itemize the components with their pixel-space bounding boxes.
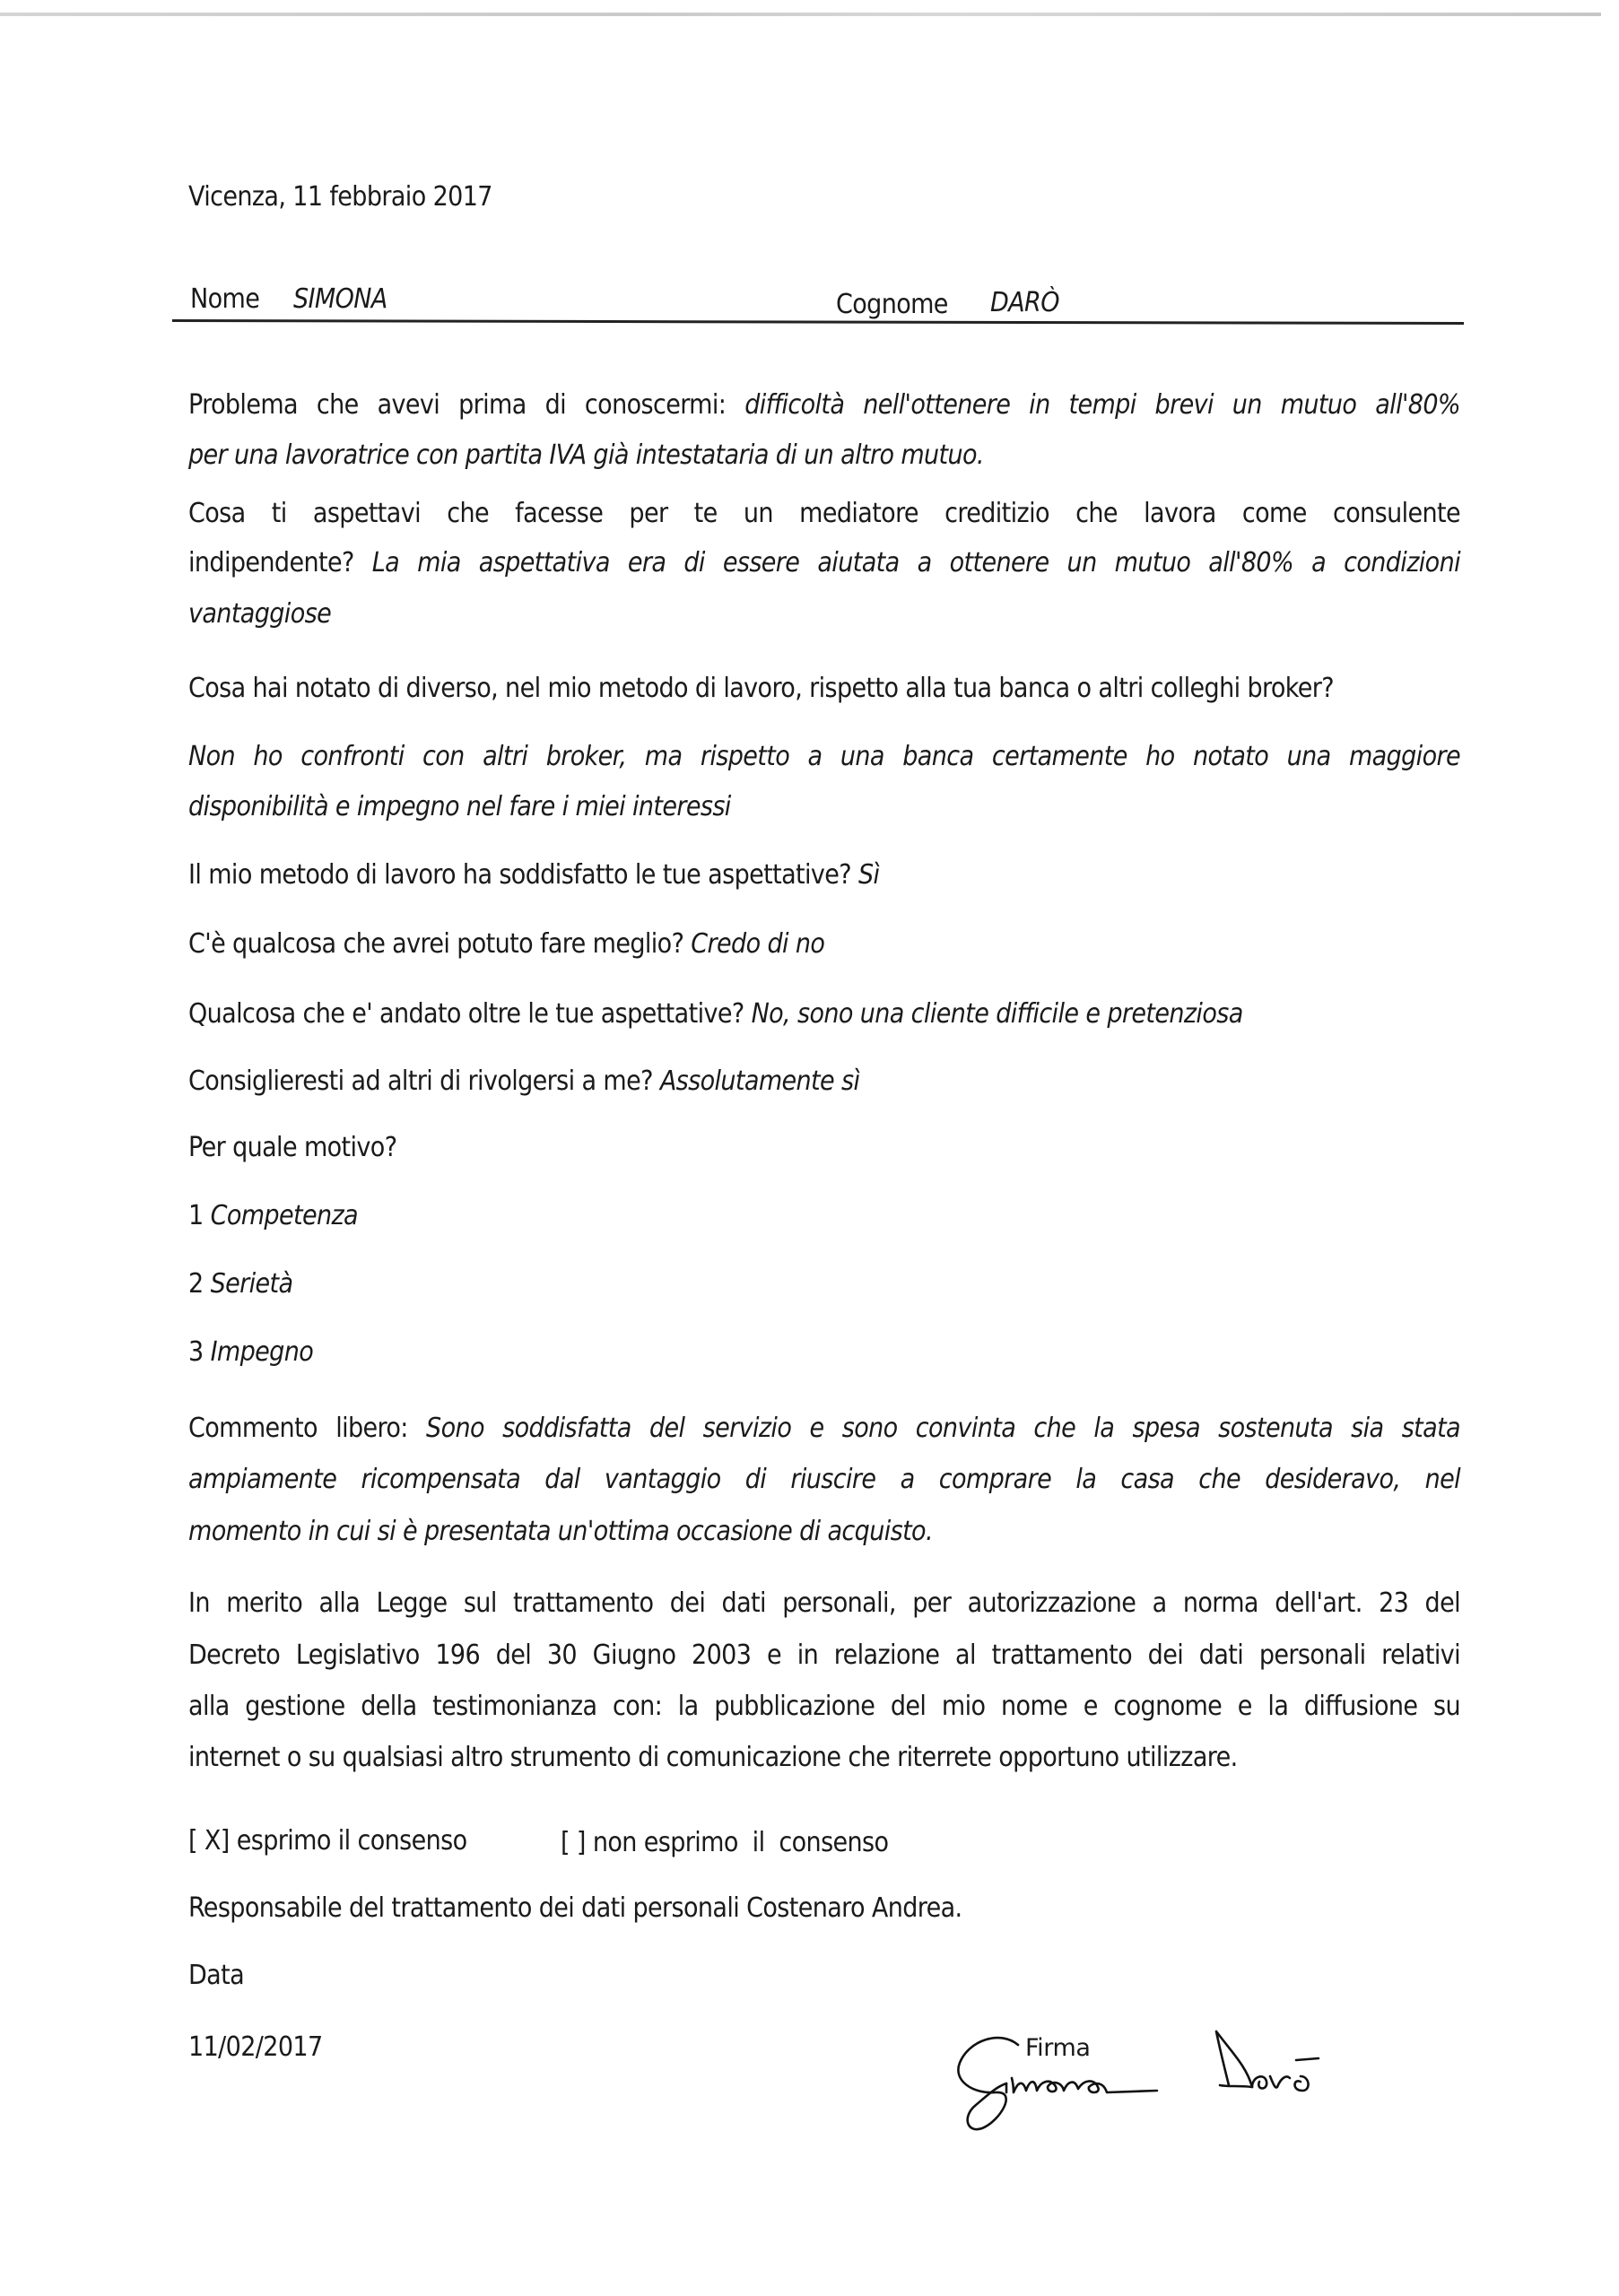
signature-label: Firma [1025,2034,1091,2062]
consent-no-checkbox[interactable]: [ ] [561,1827,586,1858]
cognome-value: DARÒ [990,287,1059,318]
consent-no[interactable] [561,1827,888,1859]
qa-3-question: Cosa hai notato di diverso, nel mio metodo di lavoro, rispetto alla tua banca o altri colleghi broker? [188,673,1334,704]
signature-stroke [1006,2078,1157,2092]
qa-2-answer-line-3: vantaggiose [188,598,332,630]
nome-label: Nome [190,283,260,315]
qa-1-answer: difficoltà nell'ottenere in tempi brevi un mutuo all'80% [744,389,1460,421]
reason-text: Serietà [210,1268,293,1300]
comment-line-2: ampiamente ricompensata dal vantaggio di riuscire a comprare la casa che desideravo, nel [188,1464,1460,1495]
qa-2-answer: La mia aspettativa era di essere aiutata a ottenere un mutuo all'80% a condizioni [371,547,1460,578]
signature-stroke [1216,2031,1252,2087]
qa-7-answer: Assolutamente sì [659,1065,860,1097]
signature-accent-stroke [1296,2058,1319,2060]
reason-item [188,1200,358,1232]
reason-text: Competenza [210,1200,358,1231]
qa-1-answer-line-2: per una lavoratrice con partita IVA già intestataria di un altro mutuo. [188,439,984,471]
qa-6-answer: No, sono una cliente difficile e pretenziosa [751,998,1243,1030]
qa-4-question: Il mio metodo di lavoro ha soddisfatto le tue aspettative? [188,859,851,891]
qa-7 [188,1065,859,1098]
privacy-line-4: internet o su qualsiasi altro strumento di comunicazione che riterrete opportuno utilizzare. [188,1742,1238,1773]
qa-5-answer: Credo di no [691,928,825,960]
date-value: 11/02/2017 [188,2031,323,2063]
scan-border-line [0,13,1601,16]
privacy-line-3: alla gestione della testimonianza con: la pubblicazione del mio nome e cognome e la diffusione su [188,1691,1460,1722]
comment-label: Commento libero: [188,1413,408,1444]
qa-6-question: Qualcosa che e' andato oltre le tue aspettative? [188,998,744,1030]
qa-1-line-1 [188,389,1460,422]
qa-4 [188,859,879,891]
qa-2-question-line-1: Cosa ti aspettavi che facesse per te un mediatore creditizio che lavora come consulente [188,498,1460,529]
reason-number: 2 [188,1268,204,1300]
privacy-line-1: In merito alla Legge sul trattamento dei dati personali, per autorizzazione a norma dell'art. 23 del [188,1587,1460,1619]
qa-8-question: Per quale motivo? [188,1132,397,1163]
date-label: Data [188,1960,245,1991]
consent-no-label: non esprimo il consenso [592,1827,889,1858]
reason-item [188,1268,292,1300]
cognome-label: Cognome [836,289,948,320]
qa-7-question: Consiglieresti ad altri di rivolgersi a me? [188,1065,653,1097]
comment-text-1: Sono soddisfatta del servizio e sono convinta che la spesa sostenuta sia stata [426,1413,1460,1444]
qa-6 [188,998,1243,1031]
reason-number: 1 [188,1200,204,1231]
responsible-statement: Responsabile del trattamento dei dati personali Costenaro Andrea. [188,1892,962,1924]
place-date: Vicenza, 11 febbraio 2017 [188,181,492,213]
qa-5 [188,928,824,961]
signature-stroke [958,2038,1018,2129]
qa-3-answer-line-1: Non ho confronti con altri broker, ma rispetto a una banca certamente ho notato una maggiore [188,741,1460,772]
nome-value: SIMONA [293,283,387,315]
privacy-line-2: Decreto Legislativo 196 del 30 Giugno 2003 e in relazione al trattamento dei dati personali relativi [188,1639,1460,1671]
consent-yes-checkbox[interactable]: [ X] [188,1825,230,1857]
reason-text: Impegno [210,1336,314,1368]
consent-yes[interactable] [188,1825,466,1857]
comment-line-3: momento in cui si è presentata un'ottima occasione di acquisto. [188,1516,933,1547]
qa-4-answer: Sì [857,859,880,891]
signature-stroke [1252,2076,1309,2091]
qa-2-question-line-2: indipendente? [188,547,354,578]
qa-5-question: C'è qualcosa che avrei potuto fare meglio? [188,928,684,960]
qa-2-line-2 [188,547,1460,579]
reason-item [188,1336,313,1369]
identity-row [172,280,1464,325]
qa-3-answer-line-2: disponibilità e impegno nel fare i miei interessi [188,791,731,822]
consent-yes-label: esprimo il consenso [236,1825,467,1857]
handwritten-signature [951,2022,1345,2139]
reason-number: 3 [188,1336,204,1368]
qa-1-question: Problema che avevi prima di conoscermi: [188,389,727,421]
comment-line-1 [188,1413,1460,1445]
